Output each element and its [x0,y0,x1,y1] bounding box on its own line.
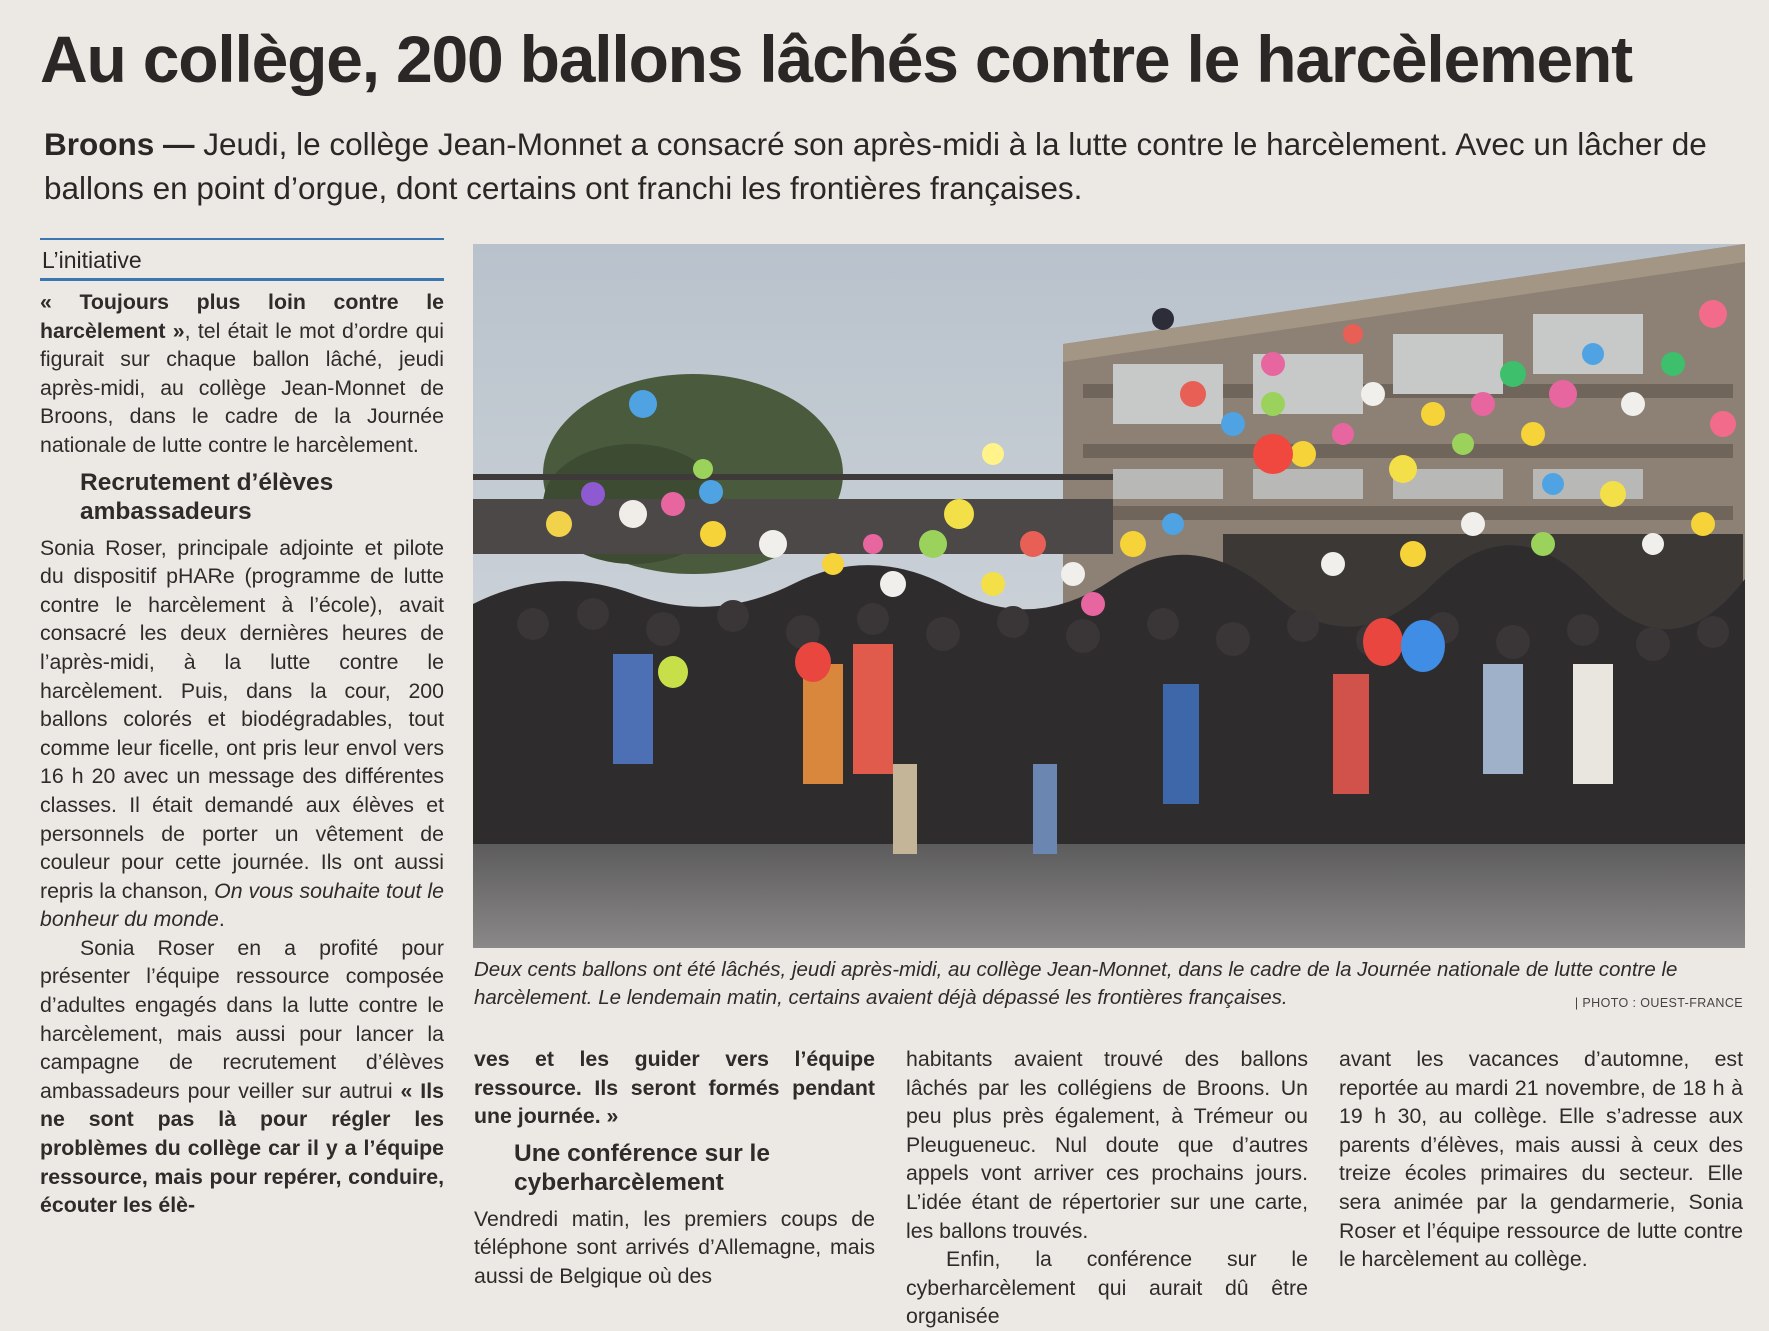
intro-text: , tel était le mot d’ordre qui figurait sur chaque ballon lâché, jeudi après-midi, au collège Jean-Monnet de Broons, dans le cadre de la Journée nationale de lutte contre le harcèlement. [40,318,444,457]
photo-ground [473,844,1745,948]
headline: Au collège, 200 ballons lâchés contre le harcèlement [40,22,1632,96]
intertitle-recrutement: Recrutement d’élèves ambassadeurs [80,468,334,525]
paragraph-sonia-roser [40,534,444,934]
subhead [44,122,1744,210]
paragraph-appels-continued: habitants avaient trouvé des ballons lâchés par les collégiens de Broons. Un peu plus près également, à Trémeur ou Pleugueneuc. Nul doute que d’autres appels vont arriver ces prochains jours. L’idée étant de répertorier sur une carte, les ballons trouvés. [906,1047,1308,1243]
paragraph-2-end: . [218,907,225,932]
song-title: On vous souhaite tout le bonheur du monde [40,878,445,932]
ambassador-quote: « Ils ne sont pas là pour régler les problèmes du collège car il y a l’équipe ressource, mais pour repérer, conduire, écouter les élè- [40,1078,444,1218]
ambassador-quote-continued: ves et les guider vers l’équipe ressource. Ils seront formés pendant une journée. » [474,1047,875,1129]
balloon-release-photo [473,244,1745,948]
rubric-label: L’initiative [42,247,142,273]
intro-quote: « Toujours plus loin contre le harcèlement » [40,290,444,343]
subhead-place: Broons — [44,126,195,162]
photo-credit: | PHOTO : OUEST-FRANCE [1574,996,1743,1010]
rubric-top-rule [40,238,444,240]
paragraph-equipe [40,934,444,1220]
paragraph-2-text: Sonia Roser, principale adjointe et pilote du dispositif pHARe (programme de lutte contre le harcèlement à l’école), avait consacré les deux dernières heures de l’après-midi, à la lutte contre le harcèlement. Puis, dans la cour, 200 ballons colorés et biodégradables, tout comme leur ficelle, ont pris leur envol vers 16 h 20 avec un message des différentes classes. Il était demandé aux élèves et personnels de porter un vêtement de couleur pour cette journée. Ils ont aussi repris la chanson, [40,535,444,903]
paragraph-conference-continued: avant les vacances d’automne, est reportée au mardi 21 novembre, de 18 h à 19 h 30, au collège. Elle s’adresse aux parents d’élèves, mais aussi à ceux des treize écoles primaires du secteur. Elle sera animée par la gendarmerie, Sonia Roser et l’équipe ressource de lutte contre le harcèlement au collège. [1339,1047,1743,1272]
intertitle-conference: Une conférence sur le cyberharcèlement [514,1139,770,1196]
rubric-bottom-rule [40,278,444,281]
column-1 [40,288,444,1220]
photo-caption: Deux cents ballons ont été lâchés, jeudi après-midi, au collège Jean-Monnet, dans le cadre de la Journée nationale de lutte contre le harcèlement. Le lendemain matin, certains avaient déjà dépassé les frontières françaises. [474,958,1678,1009]
column-4 [1339,1045,1743,1274]
paragraph-appels: Vendredi matin, les premiers coups de téléphone sont arrivés d’Allemagne, mais aussi de Belgique où des [474,1206,875,1288]
subhead-text: Jeudi, le collège Jean-Monnet a consacré son après-midi à la lutte contre le harcèlement. Avec un lâcher de ballons en point d’orgue, dont certains ont franchi les frontières françaises. [44,126,1707,206]
column-2 [474,1045,875,1291]
paragraph-3-text: Sonia Roser en a profité pour présenter l’équipe ressource composée d’adultes engagés dans la lutte contre le harcèlement, mais aussi pour lancer la campagne de recrutement d’élèves ambassadeurs pour veiller sur autrui [40,935,444,1103]
paragraph-conference: Enfin, la conférence sur le cyberharcèlement qui aurait dû être organisée [906,1247,1308,1329]
column-3 [906,1045,1308,1331]
paragraph-intro [40,288,444,460]
